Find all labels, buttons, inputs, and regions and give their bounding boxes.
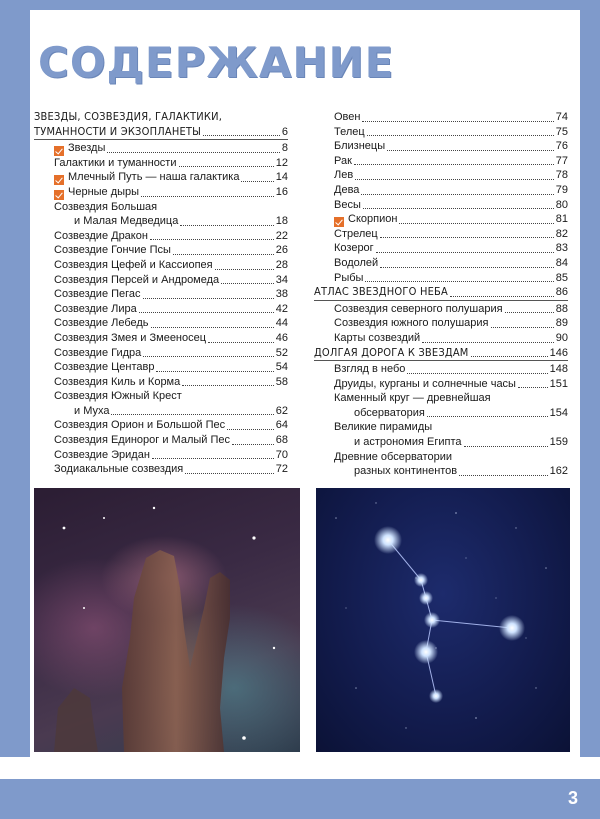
- toc-entry-label: Созвездие Лира: [54, 302, 137, 315]
- toc-entry-row: [34, 302, 288, 317]
- dot-leader: [141, 196, 274, 197]
- toc-entry-row: [314, 256, 568, 271]
- toc-entry-label: Созвездие Гончие Псы: [54, 244, 171, 257]
- toc-entry-label: Созвездия Киль и Корма: [54, 375, 181, 388]
- constellation-image: [316, 488, 570, 752]
- dot-leader: [152, 458, 274, 459]
- dot-leader: [241, 181, 273, 182]
- toc-entry-row: [34, 214, 288, 229]
- toc-entry-row: [314, 420, 568, 435]
- toc-page-number: 34: [275, 273, 288, 286]
- toc-entry-label: Каменный круг — древнейшая: [334, 392, 491, 405]
- dot-leader: [407, 373, 547, 374]
- toc-page-number: 14: [275, 171, 288, 184]
- section-rule: [34, 139, 288, 140]
- dot-leader: [380, 267, 554, 268]
- toc-entry-row: [34, 404, 288, 419]
- dot-leader: [180, 225, 273, 226]
- toc-entry-row: [314, 168, 568, 183]
- toc-entry-row: [314, 362, 568, 377]
- toc-entry-label: Взгляд в небо: [334, 363, 406, 376]
- toc-page-number: 159: [549, 436, 568, 449]
- toc-entry-label: Созвездия Цефей и Кассиопея: [54, 258, 213, 271]
- toc-entry-label: Зодиакальные созвездия: [54, 463, 184, 476]
- toc-entry-row: [34, 273, 288, 288]
- dot-leader: [143, 356, 273, 357]
- toc-entry-label: Созвездие Эридан: [54, 448, 150, 461]
- toc-page-number: 90: [555, 331, 568, 344]
- toc-entry-row: [314, 183, 568, 198]
- toc-entry-label: Древние обсерватории: [334, 450, 452, 463]
- toc-entry-row: [34, 156, 288, 171]
- toc-section-row: [34, 125, 288, 140]
- toc-entry-label: и Муха: [74, 404, 110, 417]
- toc-page-number: 151: [549, 377, 568, 390]
- toc-entry-label: Млечный Путь — наша галактика: [68, 171, 240, 184]
- toc-entry-row: [34, 229, 288, 244]
- dot-leader: [354, 164, 554, 165]
- toc-page-number: 26: [275, 244, 288, 257]
- toc-section-row: [314, 285, 568, 300]
- dot-leader: [367, 135, 554, 136]
- toc-page-number: 42: [275, 302, 288, 315]
- toc-entry-label: Созвездия Орион и Большой Пес: [54, 419, 226, 432]
- toc-entry-row: [34, 258, 288, 273]
- dot-leader: [150, 239, 274, 240]
- dot-leader: [387, 150, 554, 151]
- toc-entry-row: [314, 271, 568, 286]
- toc-entry-label: Созвездие Лебедь: [54, 317, 149, 330]
- toc-entry-row: [34, 360, 288, 375]
- dot-leader: [139, 312, 274, 313]
- toc-section-row: [314, 346, 568, 361]
- toc-entry-row: [314, 125, 568, 140]
- toc-right-column: [314, 110, 568, 479]
- toc-section-row: [34, 110, 288, 125]
- toc-page-number: 12: [275, 156, 288, 169]
- toc-entry-label: АТЛАС ЗВЕЗДНОГО НЕБА: [314, 285, 448, 299]
- dot-leader: [227, 429, 274, 430]
- toc-entry-label: Созвездия Большая: [54, 200, 158, 213]
- toc-left-column: [34, 110, 288, 477]
- toc-page-number: 72: [275, 463, 288, 476]
- nebula-photo: [34, 488, 300, 752]
- toc-entry-row: [314, 391, 568, 406]
- toc-entry-row: [34, 346, 288, 361]
- toc-page-number: 74: [555, 111, 568, 123]
- toc-entry-label: Созвездие Пегас: [54, 288, 141, 301]
- toc-page-number: 64: [275, 419, 288, 432]
- dot-leader: [491, 327, 554, 328]
- dot-leader: [221, 283, 274, 284]
- toc-entry-row: [314, 227, 568, 242]
- toc-page-number: 82: [555, 227, 568, 240]
- right-margin-band: [580, 0, 600, 819]
- dot-leader: [399, 223, 553, 224]
- toc-entry-label: Карты созвездий: [334, 331, 421, 344]
- dot-leader: [464, 446, 548, 447]
- dot-leader: [107, 152, 280, 153]
- dot-leader: [173, 254, 274, 255]
- toc-entry-label: Рак: [334, 154, 352, 167]
- toc-entry-label: Телец: [334, 125, 365, 138]
- toc-entry-label: Созвездия Единорог и Малый Пес: [54, 434, 231, 447]
- toc-entry-label: Дева: [334, 183, 360, 196]
- toc-page-number: 54: [275, 361, 288, 374]
- toc-entry-row: [314, 241, 568, 256]
- toc-entry-label: Созвездия Персей и Андромеда: [54, 273, 220, 286]
- section-rule: [314, 300, 568, 301]
- footer-strip: [0, 779, 600, 819]
- toc-page-number: 88: [555, 302, 568, 315]
- toc-page-number: 85: [555, 271, 568, 284]
- dot-leader: [380, 237, 554, 238]
- toc-page-number: 75: [555, 125, 568, 138]
- toc-entry-label: Великие пирамиды: [334, 421, 433, 434]
- top-margin-band: [0, 0, 600, 10]
- toc-page-number: 80: [555, 198, 568, 211]
- toc-entry-row: [34, 418, 288, 433]
- toc-entry-row: [34, 331, 288, 346]
- toc-page-number: 68: [275, 434, 288, 447]
- checkmark-badge-icon: [54, 146, 64, 156]
- dot-leader: [182, 385, 274, 386]
- dot-leader: [232, 444, 274, 445]
- toc-entry-label: Созвездие Дракон: [54, 229, 148, 242]
- toc-entry-row: [314, 406, 568, 421]
- dot-leader: [362, 121, 553, 122]
- dot-leader: [365, 281, 553, 282]
- checkmark-badge-icon: [334, 217, 344, 227]
- toc-entry-label: Звезды: [68, 142, 106, 155]
- toc-entry-row: [34, 287, 288, 302]
- toc-entry-label: Галактики и туманности: [54, 156, 177, 169]
- toc-page-number: 148: [549, 363, 568, 376]
- dot-leader: [422, 342, 554, 343]
- dot-leader: [361, 194, 553, 195]
- toc-entry-row: [34, 462, 288, 477]
- dot-leader: [376, 252, 554, 253]
- toc-entry-label: обсерватория: [354, 406, 425, 419]
- toc-entry-label: Созвездия южного полушария: [334, 317, 489, 330]
- toc-entry-label: Созвездия северного полушария: [334, 302, 503, 315]
- toc-entry-row: [34, 185, 288, 200]
- toc-page-number: 77: [555, 154, 568, 167]
- toc-entry-row: [314, 110, 568, 125]
- toc-page-number: 38: [275, 288, 288, 301]
- toc-entry-label: ТУМАННОСТИ И ЭКЗОПЛАНЕТЫ: [34, 124, 202, 138]
- dot-leader: [450, 296, 554, 297]
- toc-page-number: 162: [549, 465, 568, 478]
- toc-page-number: 81: [555, 213, 568, 226]
- toc-entry-label: Близнецы: [334, 140, 386, 153]
- toc-entry-label: Козерог: [334, 242, 374, 255]
- toc-entry-label: Стрелец: [334, 227, 378, 240]
- toc-entry-row: [34, 243, 288, 258]
- toc-entry-label: Созвездие Гидра: [54, 346, 142, 359]
- toc-page-number: 86: [555, 286, 568, 299]
- toc-page-number: 6: [281, 125, 288, 138]
- toc-entry-label: Созвездия Южный Крест: [54, 390, 182, 403]
- dot-leader: [471, 356, 548, 357]
- dot-leader: [143, 298, 274, 299]
- toc-entry-row: [314, 302, 568, 317]
- toc-entry-row: [34, 375, 288, 390]
- dot-leader: [179, 166, 274, 167]
- toc-page-number: 83: [555, 242, 568, 255]
- toc-entry-label: Созвездия Змея и Змееносец: [54, 331, 207, 344]
- dot-leader: [427, 416, 548, 417]
- toc-entry-label: Черные дыры: [68, 185, 140, 198]
- toc-page-number: 46: [275, 331, 288, 344]
- toc-entry-label: ДОЛГАЯ ДОРОГА К ЗВЕЗДАМ: [314, 345, 469, 359]
- toc-page-number: 58: [275, 375, 288, 388]
- dot-leader: [518, 387, 548, 388]
- toc-entry-label: ЗВЕЗДЫ, СОЗВЕЗДИЯ, ГАЛАКТИКИ,: [34, 110, 223, 123]
- toc-entry-row: [314, 377, 568, 392]
- section-rule: [314, 360, 568, 361]
- toc-page-number: 78: [555, 169, 568, 182]
- toc-entry-row: [34, 448, 288, 463]
- toc-entry-label: Весы: [334, 198, 361, 211]
- toc-page-number: 89: [555, 317, 568, 330]
- toc-page-number: 79: [555, 183, 568, 196]
- toc-page-number: 62: [275, 404, 288, 417]
- toc-entry-label: и Малая Медведица: [74, 215, 179, 228]
- toc-entry-row: [314, 435, 568, 450]
- dot-leader: [459, 475, 547, 476]
- toc-entry-row: [34, 141, 288, 156]
- toc-page-number: 52: [275, 346, 288, 359]
- toc-page-number: 154: [549, 406, 568, 419]
- toc-entry-label: Скорпион: [348, 213, 398, 226]
- toc-entry-row: [314, 450, 568, 465]
- toc-entry-label: Овен: [334, 111, 361, 123]
- toc-entry-label: разных континентов: [354, 465, 458, 478]
- dot-leader: [215, 269, 274, 270]
- toc-entry-row: [34, 389, 288, 404]
- dot-leader: [156, 371, 273, 372]
- dot-leader: [208, 342, 274, 343]
- toc-entry-row: [314, 331, 568, 346]
- toc-page-number: 44: [275, 317, 288, 330]
- toc-entry-label: Рыбы: [334, 271, 364, 284]
- toc-entry-row: [314, 212, 568, 227]
- dot-leader: [355, 179, 554, 180]
- toc-page-number: 16: [275, 185, 288, 198]
- dot-leader: [151, 327, 274, 328]
- dot-leader: [203, 135, 280, 136]
- toc-page-number: 70: [275, 448, 288, 461]
- dot-leader: [505, 312, 554, 313]
- toc-entry-row: [314, 139, 568, 154]
- toc-page-number: 28: [275, 258, 288, 271]
- toc-entry-row: [34, 200, 288, 215]
- toc-entry-label: Созвездие Центавр: [54, 361, 155, 374]
- constellation-photo: [316, 488, 570, 752]
- toc-entry-row: [34, 316, 288, 331]
- toc-page-number: 84: [555, 256, 568, 269]
- toc-entry-row: [34, 170, 288, 185]
- left-margin-band: [0, 0, 30, 819]
- toc-entry-row: [314, 316, 568, 331]
- toc-entry-row: [314, 154, 568, 169]
- toc-entry-label: и астрономия Египта: [354, 436, 462, 449]
- toc-page-number: 8: [281, 142, 288, 155]
- checkmark-badge-icon: [54, 190, 64, 200]
- toc-page-number: 146: [549, 346, 568, 359]
- page-title: СОДЕРЖАНИЕ: [38, 38, 395, 87]
- dot-leader: [111, 414, 273, 415]
- toc-entry-label: Друиды, курганы и солнечные часы: [334, 377, 516, 390]
- toc-page-number: 18: [275, 215, 288, 228]
- pillars-of-creation-image: [34, 488, 300, 752]
- dot-leader: [363, 208, 554, 209]
- toc-entry-row: [34, 433, 288, 448]
- toc-entry-row: [314, 198, 568, 213]
- toc-entry-label: Лев: [334, 169, 354, 182]
- toc-page-number: 22: [275, 229, 288, 242]
- checkmark-badge-icon: [54, 175, 64, 185]
- toc-page-number: 76: [555, 140, 568, 153]
- dot-leader: [185, 473, 273, 474]
- toc-entry-label: Водолей: [334, 256, 379, 269]
- page-number: 3: [567, 788, 578, 808]
- toc-entry-row: [314, 464, 568, 479]
